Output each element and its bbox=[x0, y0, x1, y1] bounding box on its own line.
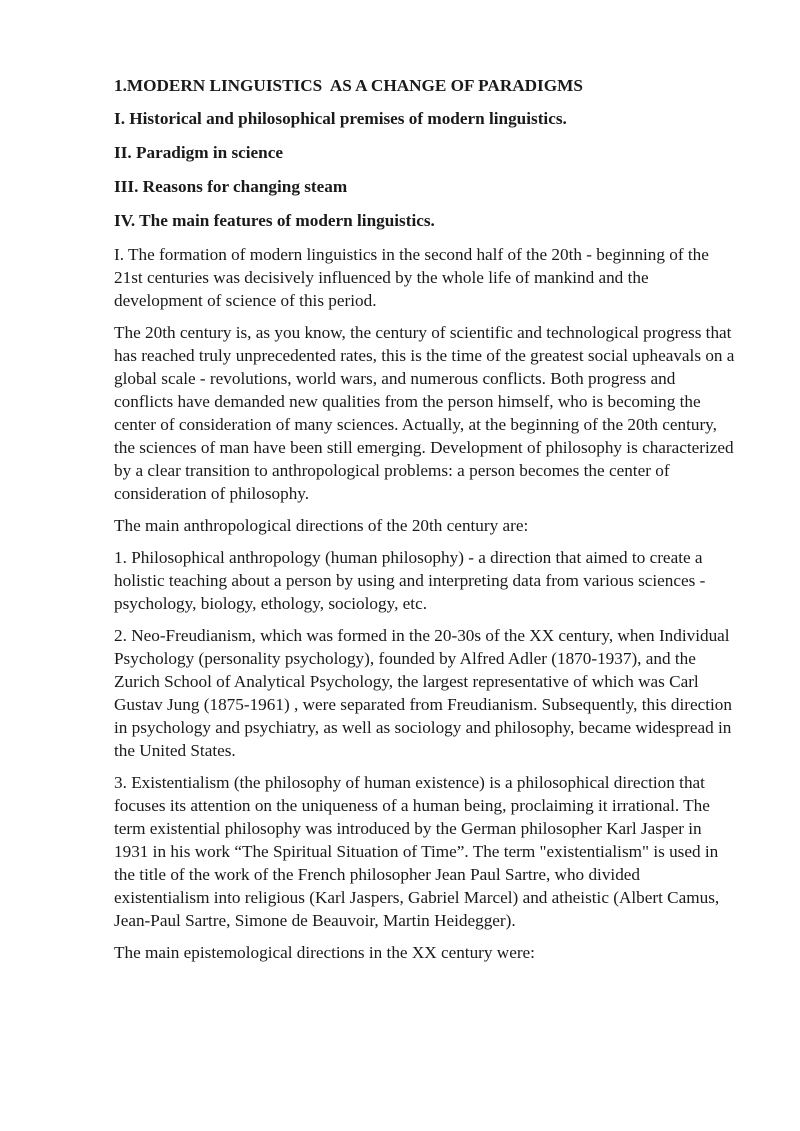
paragraph-twentieth-century: The 20th century is, as you know, the century of scientific and technological progress that has reached truly unprecedented rates, this is the time of the greatest social upheavals on a global scale - revolutions, world wars, and numerous conflicts. Both progress and conflicts have demanded new qualities from the person himself, who is becoming the center of consideration of many sciences. Actually, at the beginning of the 20th century, the sciences of man have been still emerging. Development of philosophy is characterized by a clear transition to anthropological problems: a person becomes the center of consideration of philosophy. bbox=[114, 323, 735, 503]
paragraph-philosophical-anthropology: 1. Philosophical anthropology (human philosophy) - a direction that aimed to create a holistic teaching about a person by using and interpreting data from various sciences - psychology, biology, ethology, sociology, etc. bbox=[114, 548, 706, 613]
paragraph-intro: I. The formation of modern linguistics in the second half of the 20th - beginning of the 21st centuries was decisively influenced by the whole life of mankind and the development of science of this period. bbox=[114, 245, 709, 310]
document-title: 1.MODERN LINGUISTICS AS A CHANGE OF PARADIGMS bbox=[114, 76, 583, 95]
heading-paradigm-in-science: II. Paradigm in science bbox=[114, 143, 283, 162]
paragraph-anthropological-directions: The main anthropological directions of the 20th century are: bbox=[114, 516, 529, 535]
paragraph-epistemological-directions: The main epistemological directions in the XX century were: bbox=[114, 943, 535, 962]
heading-main-features: IV. The main features of modern linguistics. bbox=[114, 211, 435, 230]
heading-reasons-for-changing: III. Reasons for changing steam bbox=[114, 177, 348, 196]
paragraph-neo-freudianism: 2. Neo-Freudianism, which was formed in the 20-30s of the XX century, when Individual Psychology (personality psychology), founded by Alfred Adler (1870-1937), and the Zurich School of Analytical Psychology, the largest representative of which was Carl Gustav Jung (1875-1961) , were separated from Freudianism. Subsequently, this direction in psychology and psychiatry, as well as sociology and philosophy, became widespread in the United States. bbox=[114, 626, 732, 760]
paragraph-existentialism: 3. Existentialism (the philosophy of human existence) is a philosophical direction that focuses its attention on the uniqueness of a human being, proclaiming it irrational. The term existential philosophy was introduced by the German philosopher Karl Jasper in 1931 in his work “The Spiritual Situation of Time”. The term "existentialism" is used in the title of the work of the French philosopher Jean Paul Sartre, who divided existentialism into religious (Karl Jaspers, Gabriel Marcel) and atheistic (Albert Camus, Jean-Paul Sartre, Simone de Beauvoir, Martin Heidegger). bbox=[114, 773, 720, 930]
heading-historical-premises: I. Historical and philosophical premises of modern linguistics. bbox=[114, 109, 567, 128]
